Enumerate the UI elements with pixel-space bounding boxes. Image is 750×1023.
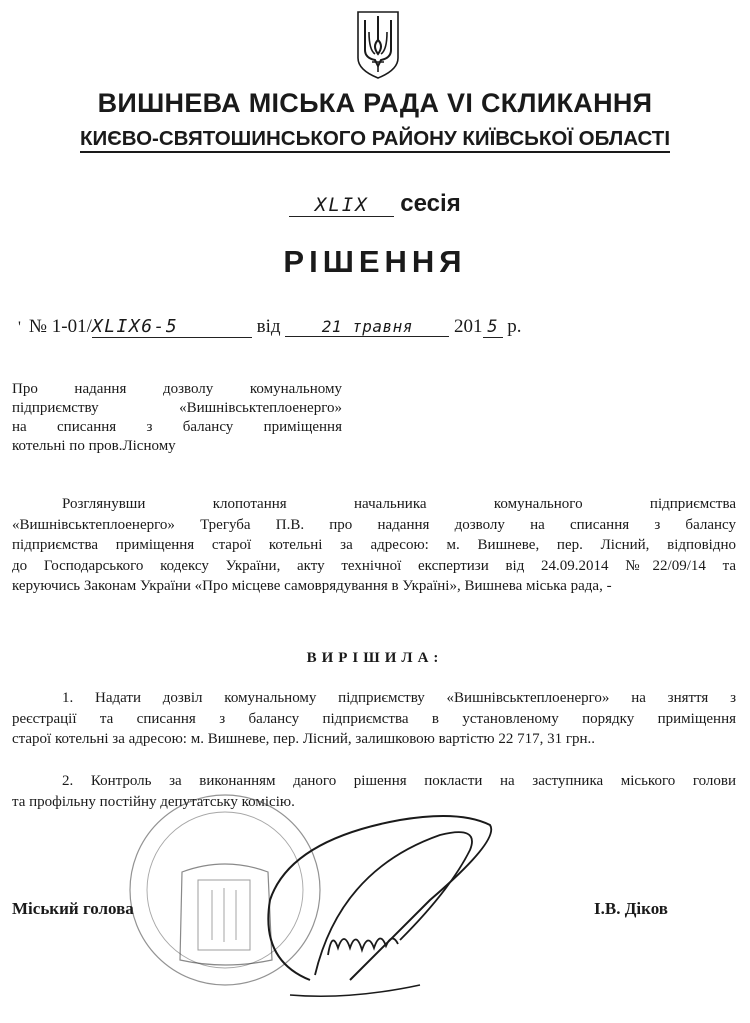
subject-line: котельні по пров.Лісному	[12, 438, 176, 454]
preamble	[12, 494, 736, 597]
decision-item-1	[12, 688, 736, 750]
decision-number-prefix: № 1-01/	[28, 316, 92, 337]
handwritten-signature-icon	[100, 780, 540, 1010]
date-handwritten: 21 травня	[285, 317, 449, 337]
year-handwritten: 5	[483, 317, 503, 338]
preamble-line: підприємства приміщення старої котельні за адресою: м. Вишневе, пер. Лісний, відповідно	[12, 537, 736, 554]
preamble-line: Розглянувши клопотання начальника комунального підприємства	[62, 496, 736, 512]
year-suffix: р.	[507, 316, 522, 337]
decided-heading: ВИРІШИЛА:	[306, 650, 444, 666]
date-prefix: від	[256, 316, 281, 337]
item-line: реєстрації та списання з балансу підприємства в установленому порядку приміщення	[12, 710, 736, 727]
council-name-line2: КИЄВО-СВЯТОШИНСЬКОГО РАЙОНУ КИЇВСЬКОЇ ОБЛАСТІ	[0, 127, 750, 151]
session-line	[0, 190, 750, 218]
preamble-line: керуючись Законам України «Про місцеве самоврядування в Україні», Вишнева міська рада, -	[12, 578, 612, 595]
year-prefix: 201	[454, 316, 483, 337]
preamble-line: до Господарського кодексу України, акту технічної експертизи від 24.09.2014 №22/09/14 та	[12, 557, 736, 574]
session-number: XLIX	[289, 194, 394, 217]
item-line: та профільну постійну депутатську комісію.	[12, 793, 295, 810]
subject-line: на списання з балансу приміщення	[12, 419, 342, 435]
trident-icon	[355, 10, 401, 80]
item-line: старої котельні за адресою: м. Вишневе, пер. Лісний, залишковою вартістю 22 717, 31 грн..	[12, 731, 596, 748]
item-line: 2. Контроль за виконанням даного рішення покласти на заступника міського голови	[62, 773, 736, 789]
document-title: РІШЕННЯ	[283, 244, 467, 279]
subject-line: Про надання дозволу комунальному	[12, 381, 342, 397]
decision-subject	[12, 380, 342, 456]
signatory-position: Міський голова	[12, 899, 134, 918]
item-line: 1. Надати дозвіл комунальному підприємству «Вишнівськтеплоенерго» на зняття з	[62, 690, 736, 706]
decision-number-handwritten: XLIX6-5	[92, 316, 252, 338]
preamble-line: «Вишнівськтеплоенерго» Трегуба П.В. про надання дозволу на списання з балансу	[12, 516, 736, 533]
decision-number-line	[18, 316, 522, 338]
tick-mark: '	[18, 319, 21, 336]
signatory-name: І.В. Діков	[594, 899, 668, 918]
subject-line: підприємству «Вишнівськтеплоенерго»	[12, 400, 342, 416]
council-name-line1: ВИШНЕВА МІСЬКА РАДА VI СКЛИКАННЯ	[97, 88, 653, 118]
session-label: сесія	[400, 190, 461, 217]
